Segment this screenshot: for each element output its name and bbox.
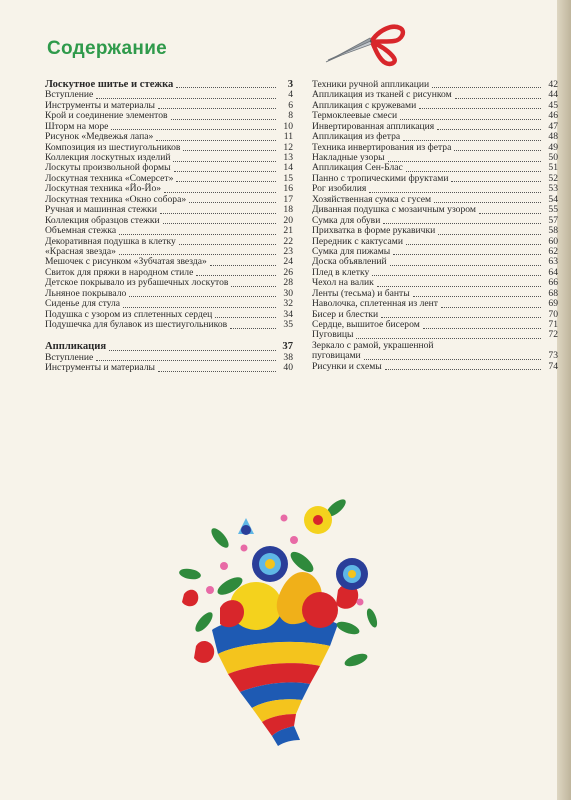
toc-entry-title: Коллекция образцов стежки: [45, 214, 160, 226]
toc-leader-dots: [109, 350, 276, 351]
toc-leader-dots: [383, 223, 541, 224]
toc-page-number: 28: [283, 277, 293, 289]
toc-leader-dots: [454, 150, 541, 151]
toc-entry-title: Рисунки и схемы: [312, 360, 382, 372]
toc-page-number: 6: [288, 99, 293, 111]
toc-right-column: [312, 80, 558, 372]
toc-entry-title: Зеркало с рамой, украшенной: [312, 339, 434, 351]
toc-leader-dots: [419, 108, 541, 109]
toc-page-number: 20: [283, 214, 293, 226]
toc-entry-title: Аппликация с кружевами: [312, 99, 417, 111]
yellow-flower-icon: [304, 506, 332, 534]
toc-leader-dots: [119, 234, 276, 235]
toc-entry-title: Аппликация из фетра: [312, 131, 401, 143]
toc-entry-title: «Красная звезда»: [45, 245, 116, 257]
toc-leader-dots: [156, 140, 276, 141]
toc-entry-title: Ручная и машинная стежки: [45, 204, 157, 216]
scissors-icon: [318, 16, 412, 68]
toc-leader-dots: [451, 181, 541, 182]
toc-page-number: 48: [548, 131, 558, 143]
cornucopia-horn: [212, 616, 338, 746]
toc-entry-title: Лоскутная техника «Йо-Йо»: [45, 183, 162, 195]
toc-page-number: 42: [548, 78, 558, 90]
toc-entry-title: Вступление: [45, 89, 94, 101]
toc-leader-dots: [393, 254, 541, 255]
toc-entry-title: Лоскутная техника «Окно собора»: [45, 193, 187, 205]
toc-page-number: 38: [283, 351, 293, 363]
toc-page-number: 49: [548, 141, 558, 153]
toc-entry-title: Ленты (тесьма) и банты: [312, 287, 410, 299]
toc-page-number: 12: [283, 141, 293, 153]
cornucopia-illustration: [160, 478, 410, 748]
toc-page-number: 15: [283, 172, 293, 184]
toc-page-number: 14: [283, 162, 293, 174]
toc-page-number: 54: [548, 193, 558, 205]
toc-entry-title: Рисунок «Медвежья лапа»: [45, 131, 154, 143]
toc-page-number: 46: [548, 110, 558, 122]
toc-page-number: 37: [282, 341, 293, 353]
toc-page-number: 23: [283, 245, 293, 257]
toc-page-number: 44: [548, 89, 558, 101]
toc-entry-title: пуговицами: [312, 350, 361, 362]
blue-flower-icon: [252, 546, 288, 582]
toc-leader-dots: [215, 317, 276, 318]
toc-leader-dots: [163, 223, 276, 224]
toc-page-number: 55: [548, 204, 558, 216]
toc-page-number: 58: [548, 225, 558, 237]
toc-entry-title: Инструменты и материалы: [45, 99, 155, 111]
toc-page-number: 69: [548, 298, 558, 310]
toc-entry-title: Термоклеевые смеси: [312, 110, 398, 122]
toc-page-number: 40: [283, 362, 293, 374]
toc-entry-title: Свиток для пряжи в народном стиле: [45, 266, 194, 278]
toc-leader-dots: [176, 181, 276, 182]
toc-page-number: 74: [548, 360, 558, 372]
toc-leader-dots: [381, 317, 541, 318]
toc-entry-title: Передник с кактусами: [312, 235, 403, 247]
toc-leader-dots: [369, 192, 541, 193]
toc-leader-dots: [423, 328, 541, 329]
toc-leader-dots: [160, 213, 276, 214]
toc-entry-title: Аппликация из тканей с рисунком: [312, 89, 452, 101]
toc-page-number: 45: [548, 99, 558, 111]
toc-entry-title: Аппликация: [45, 341, 107, 353]
toc-entry-title: Объемная стежка: [45, 225, 117, 237]
toc-page-number: 64: [548, 266, 558, 278]
toc-leader-dots: [189, 202, 276, 203]
toc-leader-dots: [176, 87, 276, 88]
toc-entry-title: Лоскуты произвольной формы: [45, 162, 171, 174]
toc-page-number: 8: [288, 110, 293, 122]
toc-page-number: 35: [283, 319, 293, 331]
toc-entry-title: Техника инвертирования из фетра: [312, 141, 452, 153]
toc-page-number: 11: [283, 131, 293, 143]
toc-page-number: 21: [283, 225, 293, 237]
toc-entry-title: Инвертированная аппликация: [312, 120, 435, 132]
toc-leader-dots: [173, 161, 276, 162]
toc-page-number: 63: [548, 256, 558, 268]
toc-page-number: 10: [283, 120, 293, 132]
toc-page-number: 4: [288, 89, 293, 101]
toc-leader-dots: [403, 140, 541, 141]
toc-page-number: 68: [548, 287, 558, 299]
toc-page-number: 30: [283, 287, 293, 299]
toc-entry-title: Аппликация Сен-Блас: [312, 162, 403, 174]
toc-entry-title: Бисер и блестки: [312, 308, 379, 320]
toc-entry-title: Льняное покрывало: [45, 287, 127, 299]
toc-entry-title: Крой и соединение элементов: [45, 110, 168, 122]
toc-leader-dots: [196, 275, 276, 276]
toc-leader-dots: [413, 296, 541, 297]
toc-leader-dots: [179, 244, 276, 245]
toc-entry-title: Сумка для обуви: [312, 214, 381, 226]
blue-flower-icon: [336, 558, 368, 590]
toc-leader-dots: [434, 202, 541, 203]
toc-page-number: 62: [548, 245, 558, 257]
toc-page-number: 24: [283, 256, 293, 268]
toc-entry: [45, 320, 293, 330]
toc-entry-title: Декоративная подушка в клетку: [45, 235, 176, 247]
toc-entry-title: Вступление: [45, 351, 94, 363]
toc-page-number: 57: [548, 214, 558, 226]
toc-entry-title: Плед в клетку: [312, 266, 370, 278]
toc-page-number: 70: [548, 308, 558, 320]
berry: [182, 590, 198, 607]
toc-page-number: 71: [548, 319, 558, 331]
toc-leader-dots: [119, 254, 276, 255]
toc-leader-dots: [231, 286, 276, 287]
toc-leader-dots: [400, 119, 541, 120]
toc-entry: [45, 363, 293, 373]
toc-leader-dots: [437, 129, 541, 130]
toc-leader-dots: [372, 275, 541, 276]
toc-leader-dots: [210, 265, 276, 266]
toc-entry: [312, 226, 558, 236]
toc-leader-dots: [438, 234, 541, 235]
toc-page-number: 13: [283, 152, 293, 164]
toc-entry: [45, 226, 293, 236]
toc-page-number: 51: [548, 162, 558, 174]
toc-page-number: 32: [283, 298, 293, 310]
toc-page-number: 50: [548, 152, 558, 164]
toc-leader-dots: [111, 129, 276, 130]
toc-page-number: 53: [548, 183, 558, 195]
toc-page-number: 17: [283, 193, 293, 205]
toc-entry-title: Техники ручной аппликации: [312, 78, 430, 90]
strawberry: [194, 641, 214, 663]
light-blue-flower-icon: [238, 518, 254, 535]
toc-leader-dots: [230, 328, 276, 329]
book-spine-shadow: [557, 0, 571, 800]
toc-entry-title: Диванная подушка с мозаичным узором: [312, 204, 476, 216]
toc-entry-title: Шторм на море: [45, 120, 109, 132]
toc-leader-dots: [406, 171, 541, 172]
toc-leader-dots: [406, 244, 541, 245]
toc-page-number: 26: [283, 266, 293, 278]
toc-page-number: 72: [548, 329, 558, 341]
toc-leader-dots: [479, 213, 541, 214]
toc-leader-dots: [96, 360, 276, 361]
toc-entry-title: Чехол на валик: [312, 277, 374, 289]
toc-leader-dots: [364, 359, 541, 360]
toc-left-column: [45, 80, 293, 374]
toc-entry-title: Рог изобилия: [312, 183, 367, 195]
toc-leader-dots: [441, 307, 541, 308]
toc-entry-title: Инструменты и материалы: [45, 362, 155, 374]
toc-entry-title: Лоскутная техника «Сомерсет»: [45, 172, 174, 184]
toc-entry-title: Мешочек с рисунком «Зубчатая звезда»: [45, 256, 207, 268]
toc-entry-title: Сердце, вышитое бисером: [312, 319, 420, 331]
toc-leader-dots: [174, 171, 276, 172]
toc-entry-title: Панно с тропическими фруктами: [312, 172, 449, 184]
toc-leader-dots: [432, 87, 541, 88]
toc-entry-title: Пуговицы: [312, 329, 354, 341]
toc-leader-dots: [123, 307, 276, 308]
toc-leader-dots: [455, 98, 541, 99]
toc-entry-title: Наволочка, сплетенная из лент: [312, 298, 438, 310]
toc-page-number: 66: [548, 277, 558, 289]
toc-leader-dots: [158, 108, 276, 109]
toc-entry-title: Сумка для пижамы: [312, 245, 391, 257]
toc-page-number: 52: [548, 172, 558, 184]
toc-entry-title: Сиденье для стула: [45, 298, 121, 310]
toc-entry: [312, 362, 558, 372]
toc-page-number: 60: [548, 235, 558, 247]
toc-leader-dots: [356, 338, 541, 339]
toc-page-number: 34: [283, 308, 293, 320]
toc-entry-title: Доска объявлений: [312, 256, 387, 268]
toc-entry-title: Подушка с узором из сплетенных сердец: [45, 308, 213, 320]
toc-entry-title: Композиция из шестиугольников: [45, 141, 181, 153]
toc-page-number: 22: [283, 235, 293, 247]
toc-leader-dots: [377, 286, 541, 287]
toc-entry-title: Накладные узоры: [312, 152, 385, 164]
toc-page-number: 16: [283, 183, 293, 195]
toc-leader-dots: [171, 119, 276, 120]
toc-leader-dots: [158, 371, 276, 372]
toc-entry-title: Детское покрывало из рубашечных лоскутов: [45, 277, 229, 289]
toc-leader-dots: [96, 98, 276, 99]
toc-page-number: 18: [283, 204, 293, 216]
page-title: Содержание: [47, 38, 168, 59]
toc-leader-dots: [164, 192, 276, 193]
toc-entry-title: Подушечка для булавок из шестиугольников: [45, 319, 228, 331]
toc-leader-dots: [385, 369, 541, 370]
toc-page-number: 73: [548, 350, 558, 362]
toc-leader-dots: [388, 161, 541, 162]
toc-entry-title: Лоскутное шитье и стежка: [45, 78, 174, 90]
toc-leader-dots: [390, 265, 541, 266]
toc-entry-title: Прихватка в форме рукавички: [312, 225, 436, 237]
red-apple: [302, 592, 338, 628]
toc-page-number: 3: [287, 78, 293, 90]
toc-leader-dots: [183, 150, 276, 151]
toc-leader-dots: [129, 296, 276, 297]
toc-entry-title: Коллекция лоскутных изделий: [45, 152, 171, 164]
toc-entry-title: Хозяйственная сумка с гусем: [312, 193, 432, 205]
toc-page-number: 47: [548, 120, 558, 132]
